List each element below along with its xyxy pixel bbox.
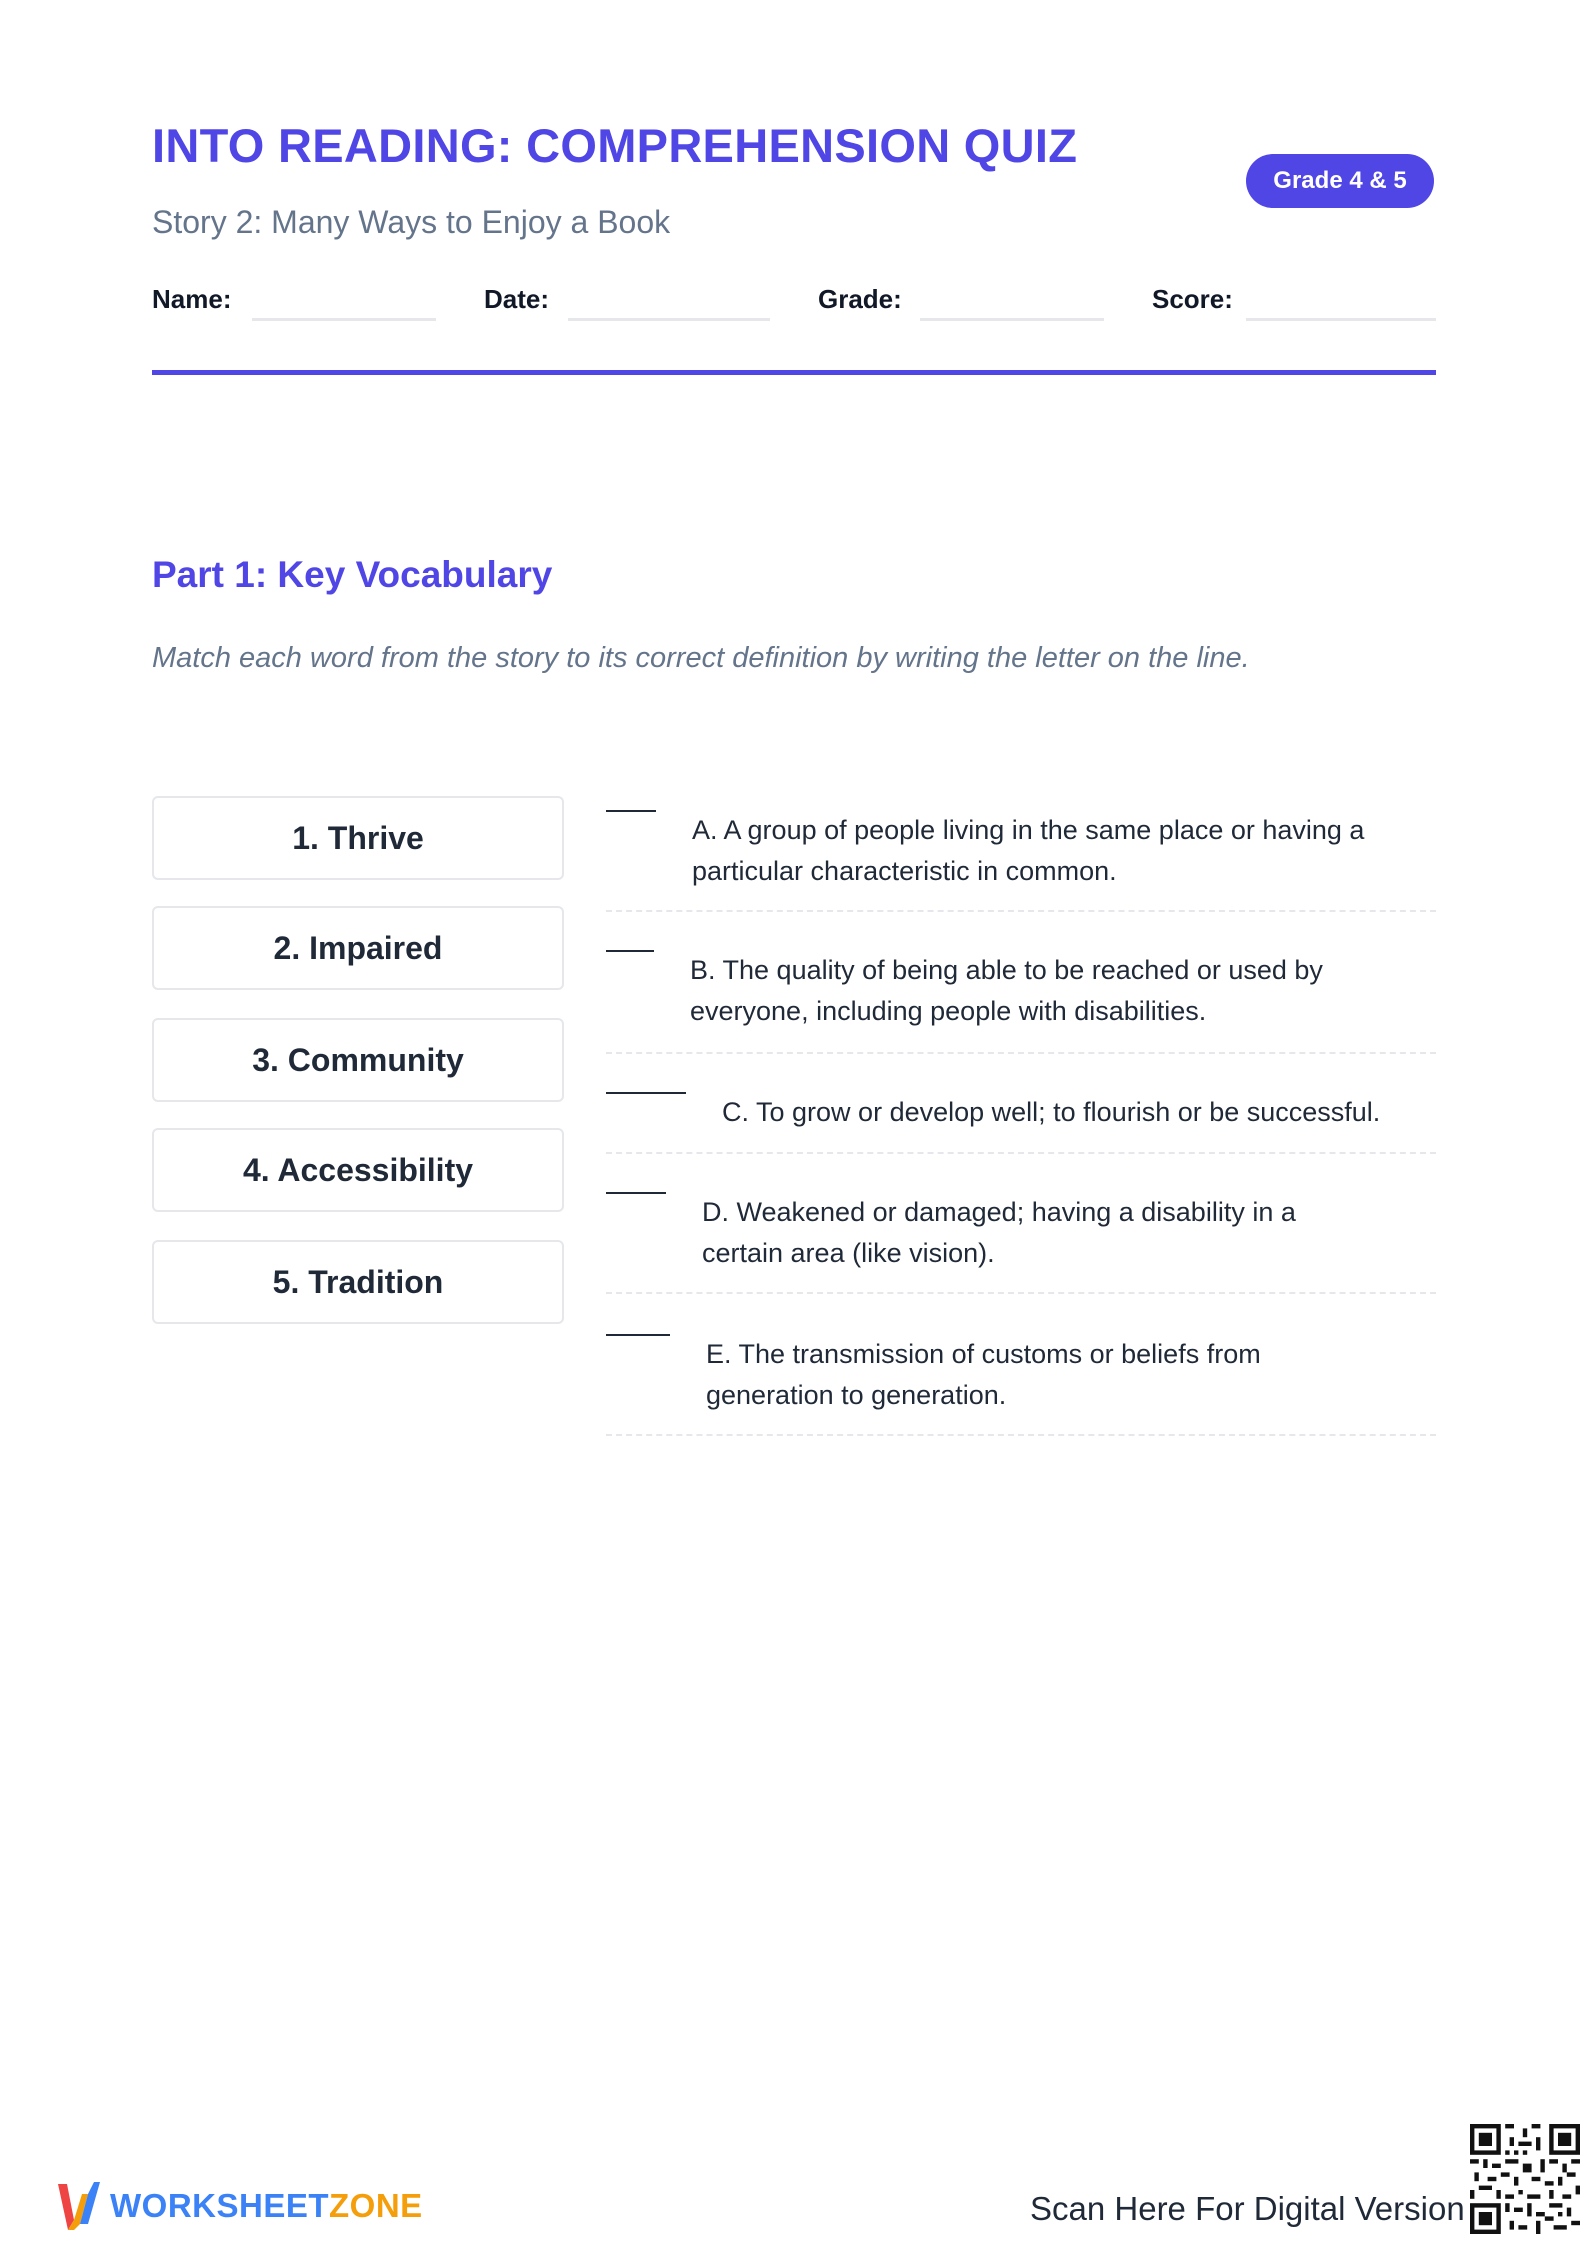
- name-label: Name:: [152, 284, 232, 314]
- row-divider: [606, 1152, 1436, 1154]
- score-label: Score:: [1152, 284, 1233, 314]
- worksheet-title: INTO READING: COMPREHENSION QUIZ: [152, 119, 1078, 172]
- answer-blank-a[interactable]: [606, 810, 656, 812]
- answer-blank-d[interactable]: [606, 1192, 666, 1194]
- worksheetzone-logo[interactable]: [58, 2180, 423, 2232]
- logo-wordmark: WORKSHEETZONE: [110, 2187, 423, 2224]
- vocab-word-impaired: 2. Impaired: [152, 906, 564, 990]
- answer-blank-c[interactable]: [606, 1092, 686, 1094]
- row-divider: [606, 1434, 1436, 1436]
- grade-line: [920, 318, 1104, 321]
- part1-heading: Part 1: Key Vocabulary: [152, 554, 553, 595]
- definition-b: B. The quality of being able to be reached or used by everyone, including people with disabilities.: [690, 955, 1323, 1026]
- story-subtitle: Story 2: Many Ways to Enjoy a Book: [152, 204, 671, 240]
- w-logo-icon: [58, 2180, 100, 2232]
- vocab-word-thrive: 1. Thrive: [152, 796, 564, 880]
- definition-a: A. A group of people living in the same place or having a particular characteristic in common.: [692, 815, 1365, 886]
- definition-c: C. To grow or develop well; to flourish or be successful.: [722, 1097, 1381, 1127]
- header-divider: [152, 370, 1436, 375]
- date-label: Date:: [484, 284, 550, 314]
- vocab-word-tradition: 5. Tradition: [152, 1240, 564, 1324]
- scan-here-text: Scan Here For Digital Version: [1030, 2190, 1465, 2227]
- row-divider: [606, 910, 1436, 912]
- row-divider: [606, 1292, 1436, 1294]
- row-divider: [606, 1052, 1436, 1054]
- definition-d: D. Weakened or damaged; having a disability in a certain area (like vision).: [702, 1197, 1296, 1268]
- vocab-word-accessibility: 4. Accessibility: [152, 1128, 564, 1212]
- qr-code-icon[interactable]: [1470, 2124, 1580, 2234]
- name-line: [252, 318, 436, 321]
- definition-e: E. The transmission of customs or beliefs from generation to generation.: [706, 1339, 1261, 1410]
- answer-blank-b[interactable]: [606, 950, 654, 952]
- score-line: [1246, 318, 1436, 321]
- date-line: [568, 318, 770, 321]
- answer-blank-e[interactable]: [606, 1334, 670, 1336]
- part1-instructions: Match each word from the story to its correct definition by writing the letter on the line.: [152, 642, 1250, 674]
- vocab-word-community: 3. Community: [152, 1018, 564, 1102]
- grade-label: Grade:: [818, 284, 902, 314]
- grade-badge: Grade 4 & 5: [1246, 154, 1434, 208]
